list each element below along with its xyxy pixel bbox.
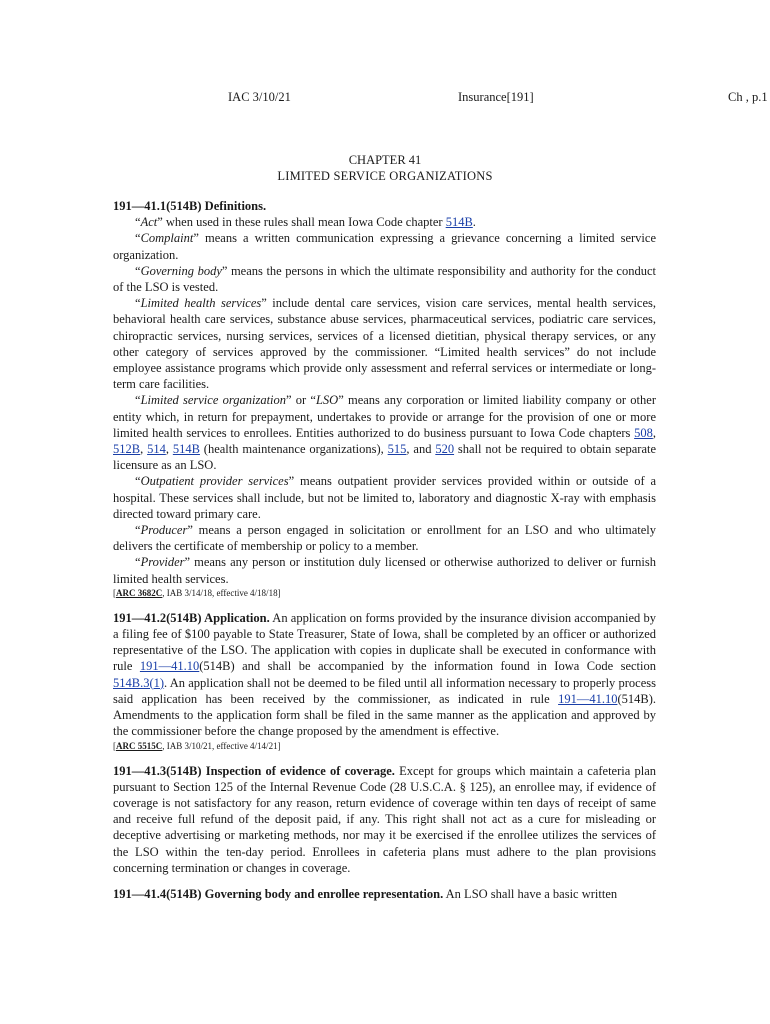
- history-text: , IAB 3/10/21, effective 4/14/21]: [162, 740, 281, 751]
- link-chapter-514b[interactable]: 514B: [445, 215, 473, 230]
- quote: “: [135, 393, 141, 408]
- running-header-date: IAC 3/10/21: [228, 90, 291, 104]
- punct: ,: [165, 442, 173, 457]
- definition-lso: [113, 392, 656, 473]
- punct: ,: [140, 442, 148, 457]
- link-chapter-520[interactable]: 520: [435, 442, 455, 457]
- definition-text: ” means the persons in which the ultimate responsibility and authority for the conduct of the LSO is vested.: [113, 263, 657, 295]
- history-note-41-1: [113, 587, 656, 600]
- defined-term: Provider: [140, 555, 185, 570]
- defined-term: Governing body: [140, 263, 222, 278]
- rule-41-4: [113, 886, 656, 902]
- punct: .: [472, 215, 476, 230]
- rule-heading-41-1: [113, 198, 656, 214]
- quote: “: [135, 474, 141, 489]
- rule-text: An LSO shall have a basic written: [443, 886, 618, 901]
- definition-act: [113, 214, 656, 230]
- definition-outpatient-provider-services: [113, 473, 656, 522]
- definition-text: ” when used in these rules shall mean Iowa Code chapter: [157, 215, 446, 230]
- link-rule-191-41-10[interactable]: 191—41.10: [139, 659, 200, 674]
- chapter-title: LIMITED SERVICE ORGANIZATIONS: [277, 169, 493, 183]
- quote: “: [135, 555, 141, 570]
- definition-text: ” means a written communication expressing a grievance concerning a limited service organization.: [113, 231, 656, 262]
- rule-heading: 191—41.4(514B) Governing body and enrollee representation.: [113, 886, 444, 901]
- quote: ” or “: [286, 393, 316, 408]
- quote: “: [135, 231, 141, 246]
- defined-term: Limited service organization: [140, 393, 287, 408]
- link-arc-3682c[interactable]: ARC 3682C: [116, 587, 163, 598]
- quote: “: [135, 263, 141, 278]
- bracket: [: [113, 587, 116, 598]
- link-chapter-514[interactable]: 514: [147, 442, 166, 457]
- defined-term: LSO: [315, 393, 339, 408]
- definition-text: ” means any person or institution duly licensed or otherwise authorized to deliver or furnish limited health services.: [113, 555, 656, 586]
- definition-complaint: [113, 230, 656, 262]
- definition-text: ” include dental care services, vision care services, mental health services, behavioral health care services, substance abuse services, pharmaceutical services, podiatric care services, chiropractic services, nursing services, services of a licensed dietitian, physical therapy services, or any other category of services approved by the commissioner. “Limited health services” do not include employee assistance programs which provide only assessment and referral services or intermediate or long-term care facilities.: [113, 296, 657, 392]
- definition-text: shall not be required to obtain separate licensure as an LSO.: [113, 442, 657, 473]
- definition-limited-health-services: [113, 295, 656, 392]
- rule-41-3: [113, 763, 656, 876]
- definition-text: (health maintenance organizations),: [199, 442, 388, 457]
- running-header-page: Ch , p.1: [728, 90, 768, 104]
- link-chapter-512b[interactable]: 512B: [113, 442, 141, 457]
- definition-text: ” means any corporation or limited liability company or other entity which, in return for prepayment, undertakes to provide or arrange for the provision of one or more limited health services to enrollees. Entities authorized to do business pursuant to Iowa Code chapters: [113, 393, 656, 440]
- rule-text: Except for groups which maintain a cafeteria plan pursuant to Section 125 of the Internal Revenue Code (28 U.S.C.A. § 125), an enrollee may, if evidence of coverage is not satisfactory for any reason, return evidence of coverage within ten days of receipt of same and receive full refund of the deposit paid, if any. This right shall not act as a cure for misleading or deceptive advertising or marketing methods, nor may it be exercised if the enrollee utilizes the services of the LSO within the ten-day period. Enrollees in cafeteria plans must adhere to the plan provisions concerning termination or changes in coverage.: [113, 763, 656, 875]
- chapter-number: CHAPTER 41: [348, 153, 422, 167]
- definition-governing-body: [113, 263, 656, 295]
- rule-heading: 191—41.2(514B) Application.: [113, 610, 270, 625]
- defined-term: Producer: [140, 523, 188, 538]
- quote: “: [135, 523, 141, 538]
- quote: “: [135, 215, 141, 230]
- defined-term: Act: [140, 215, 158, 230]
- running-header-agency: Insurance[191]: [458, 90, 534, 104]
- link-section-514b-3-1[interactable]: 514B.3(1): [113, 675, 165, 690]
- link-arc-5515c[interactable]: ARC 5515C: [116, 740, 163, 751]
- quote: “: [135, 296, 141, 311]
- bracket: [: [113, 740, 116, 751]
- document-body: [113, 198, 656, 902]
- definition-producer: [113, 522, 656, 554]
- defined-term: Complaint: [140, 231, 194, 246]
- punct: , and: [406, 442, 436, 457]
- rule-text: (514B) and shall be accompanied by the information found in Iowa Code section: [199, 659, 656, 674]
- rule-41-2: [113, 610, 656, 740]
- history-note-41-2: [113, 740, 656, 753]
- definition-text: ” means a person engaged in solicitation or enrollment for an LSO and who ultimately delivers the certificate of membership or policy to a member.: [113, 523, 656, 554]
- punct: ,: [652, 425, 656, 440]
- rule-text: An application on forms provided by the insurance division accompanied by a filing fee of $100 payable to State Treasurer, State of Iowa, shall be completed by an officer or authorized representative of the LSO. The application with copies in duplicate shall be executed in conformance with rule: [113, 610, 656, 674]
- defined-term: Outpatient provider services: [140, 474, 289, 489]
- defined-term: Limited health services: [140, 296, 262, 311]
- rule-text: . An application shall not be deemed to be filed until all information necessary to properly process said application has been received by the commissioner, as indicated in rule: [113, 675, 656, 706]
- link-chapter-508[interactable]: 508: [634, 425, 653, 440]
- link-chapter-514b[interactable]: 514B: [172, 442, 200, 457]
- rule-heading: 191—41.3(514B) Inspection of evidence of coverage.: [113, 763, 395, 778]
- link-chapter-515[interactable]: 515: [387, 442, 407, 457]
- definition-provider: [113, 554, 656, 586]
- rule-text: (514B). Amendments to the application form shall be filed in the same manner as the application and approved by the commissioner before the change proposed by the amendment is effective.: [113, 691, 656, 739]
- history-text: , IAB 3/14/18, effective 4/18/18]: [162, 587, 281, 598]
- link-rule-191-41-10[interactable]: 191—41.10: [558, 691, 618, 706]
- definition-text: ” means outpatient provider services provided within or outside of a hospital. These services shall include, but not be limited to, laboratory and diagnostic X-ray with emphasis directed toward primary care.: [113, 474, 657, 521]
- rule-heading: 191—41.1(514B) Definitions.: [113, 199, 267, 213]
